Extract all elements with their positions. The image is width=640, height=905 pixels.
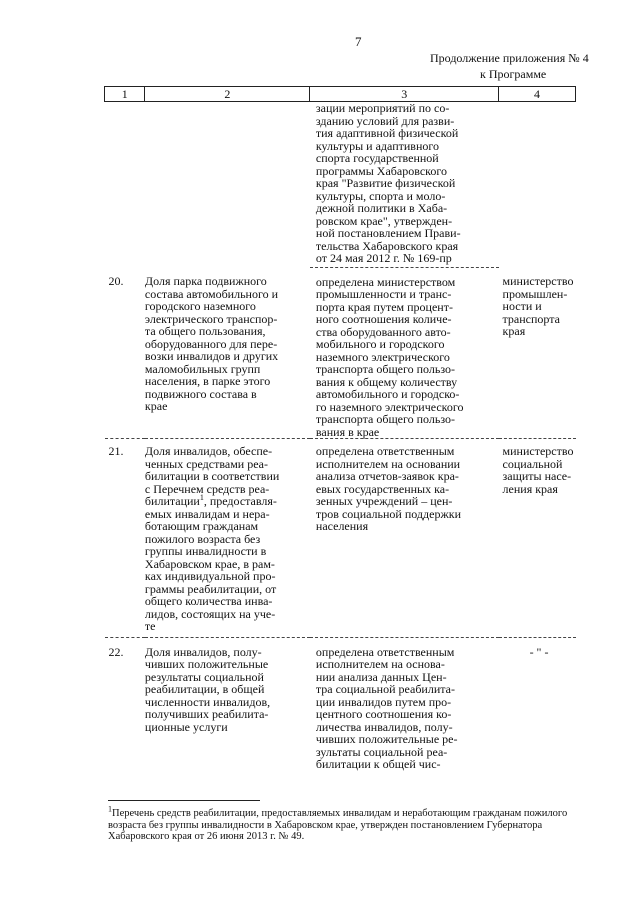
column-header-3: 3 [310, 87, 499, 102]
page-number: 7 [355, 34, 362, 49]
indicator-text: Доля инвалидов, обеспе- ченных средствами реа- билитации в соответствии с Перечнем средств реа- билитации$^1$, предоставля- емых инвалидам и нера- ботающим гражданам пожилого возраста без группы инвалидности в Хабаровском крае, в рам- ках индивидуальной про- граммы реабилитации, от общего количества инва- лидов, состоящих на уче- те [144, 444, 280, 633]
indicator-text: Доля парка подвижного состава автомобильного и городского наземного электрического транспор- та общего пользования, оборудованного для пере- возки инвалидов и других маломобильных групп населения, в парке этого подвижного состава в крае [144, 274, 279, 413]
indicator-text: Доля инвалидов, полу- чивших положительные результаты социальной реабилитации, в общей численности инвалидов, получивших реабилита- ционные услуги [144, 644, 271, 734]
method-text: определена ответственным исполнителем на основа- нии анализа данных Цен- тра социальной реабилита- ции инвалидов путем про- центного соотношения ко- личества инвалидов, полу- чивших положительные ре- зультаты социальной реа- билитации к общей чис- [315, 644, 458, 771]
table-row [105, 439, 576, 638]
footnote-text: Перечень средств реабилитации, предоставляемых инвалидам и неработающим гражданам пожилого возраста без группы инвалидности в Хабаровском крае, утвержден постановлением Губернатора Хабаровского края от 26 июня 2013 г. № 49. [108, 808, 568, 842]
appendix-program-header: к Программе [480, 67, 547, 81]
responsible-text: министерство социальной защиты насе- ления края [502, 444, 574, 496]
column-header-2: 2 [145, 87, 310, 102]
method-text: определена ответственным исполнителем на основании анализа отчетов-заявок кра- евых государственных ка- зенных учреждений – цен- тров социальной поддержки населения [315, 444, 462, 533]
continuation-method-text: зации мероприятий по со- зданию условий для разви- тия адаптивной физической культуры и адаптивного спорта государственной программы Хабаровского края "Развитие физической культуры, спорта и моло- дежной политики в Хаба- ровском крае", утвержден- ной постановлением Прави- тельства Хабаровского края от 24 мая 2012 г. № 169-пр [315, 101, 461, 265]
responsible-text: министерство промышлен- ности и транспорта края [502, 274, 574, 338]
row-number: 22. [108, 644, 124, 659]
table-row [105, 267, 576, 439]
row-number: 21. [108, 444, 124, 458]
table-row [105, 637, 576, 771]
table-row-continuation [105, 102, 576, 268]
continuation-method-cell [310, 102, 499, 268]
row-number: 20. [108, 274, 124, 288]
footnote-separator [108, 800, 260, 801]
method-text: определена министерством промышленности и транс- порта края путем процент- ного соотношения количе- ства оборудованного авто- мобильного и городского наземного электрического транспорта общего пользо- вания к общему количеству автомобильного и городско- го наземного электрического транспорта общего пользо- вания в крае [315, 274, 464, 439]
table-header-row [105, 87, 576, 102]
appendix-continuation-header: Продолжение приложения № 4 [430, 51, 589, 65]
indicators-table [104, 86, 576, 771]
footnote [108, 804, 578, 843]
responsible-text: - " - [529, 644, 549, 659]
column-header-1: 1 [105, 87, 145, 102]
footnote-reference: 1 [199, 493, 204, 502]
footnote-mark: 1 [108, 804, 112, 814]
column-header-4: 4 [499, 87, 576, 102]
